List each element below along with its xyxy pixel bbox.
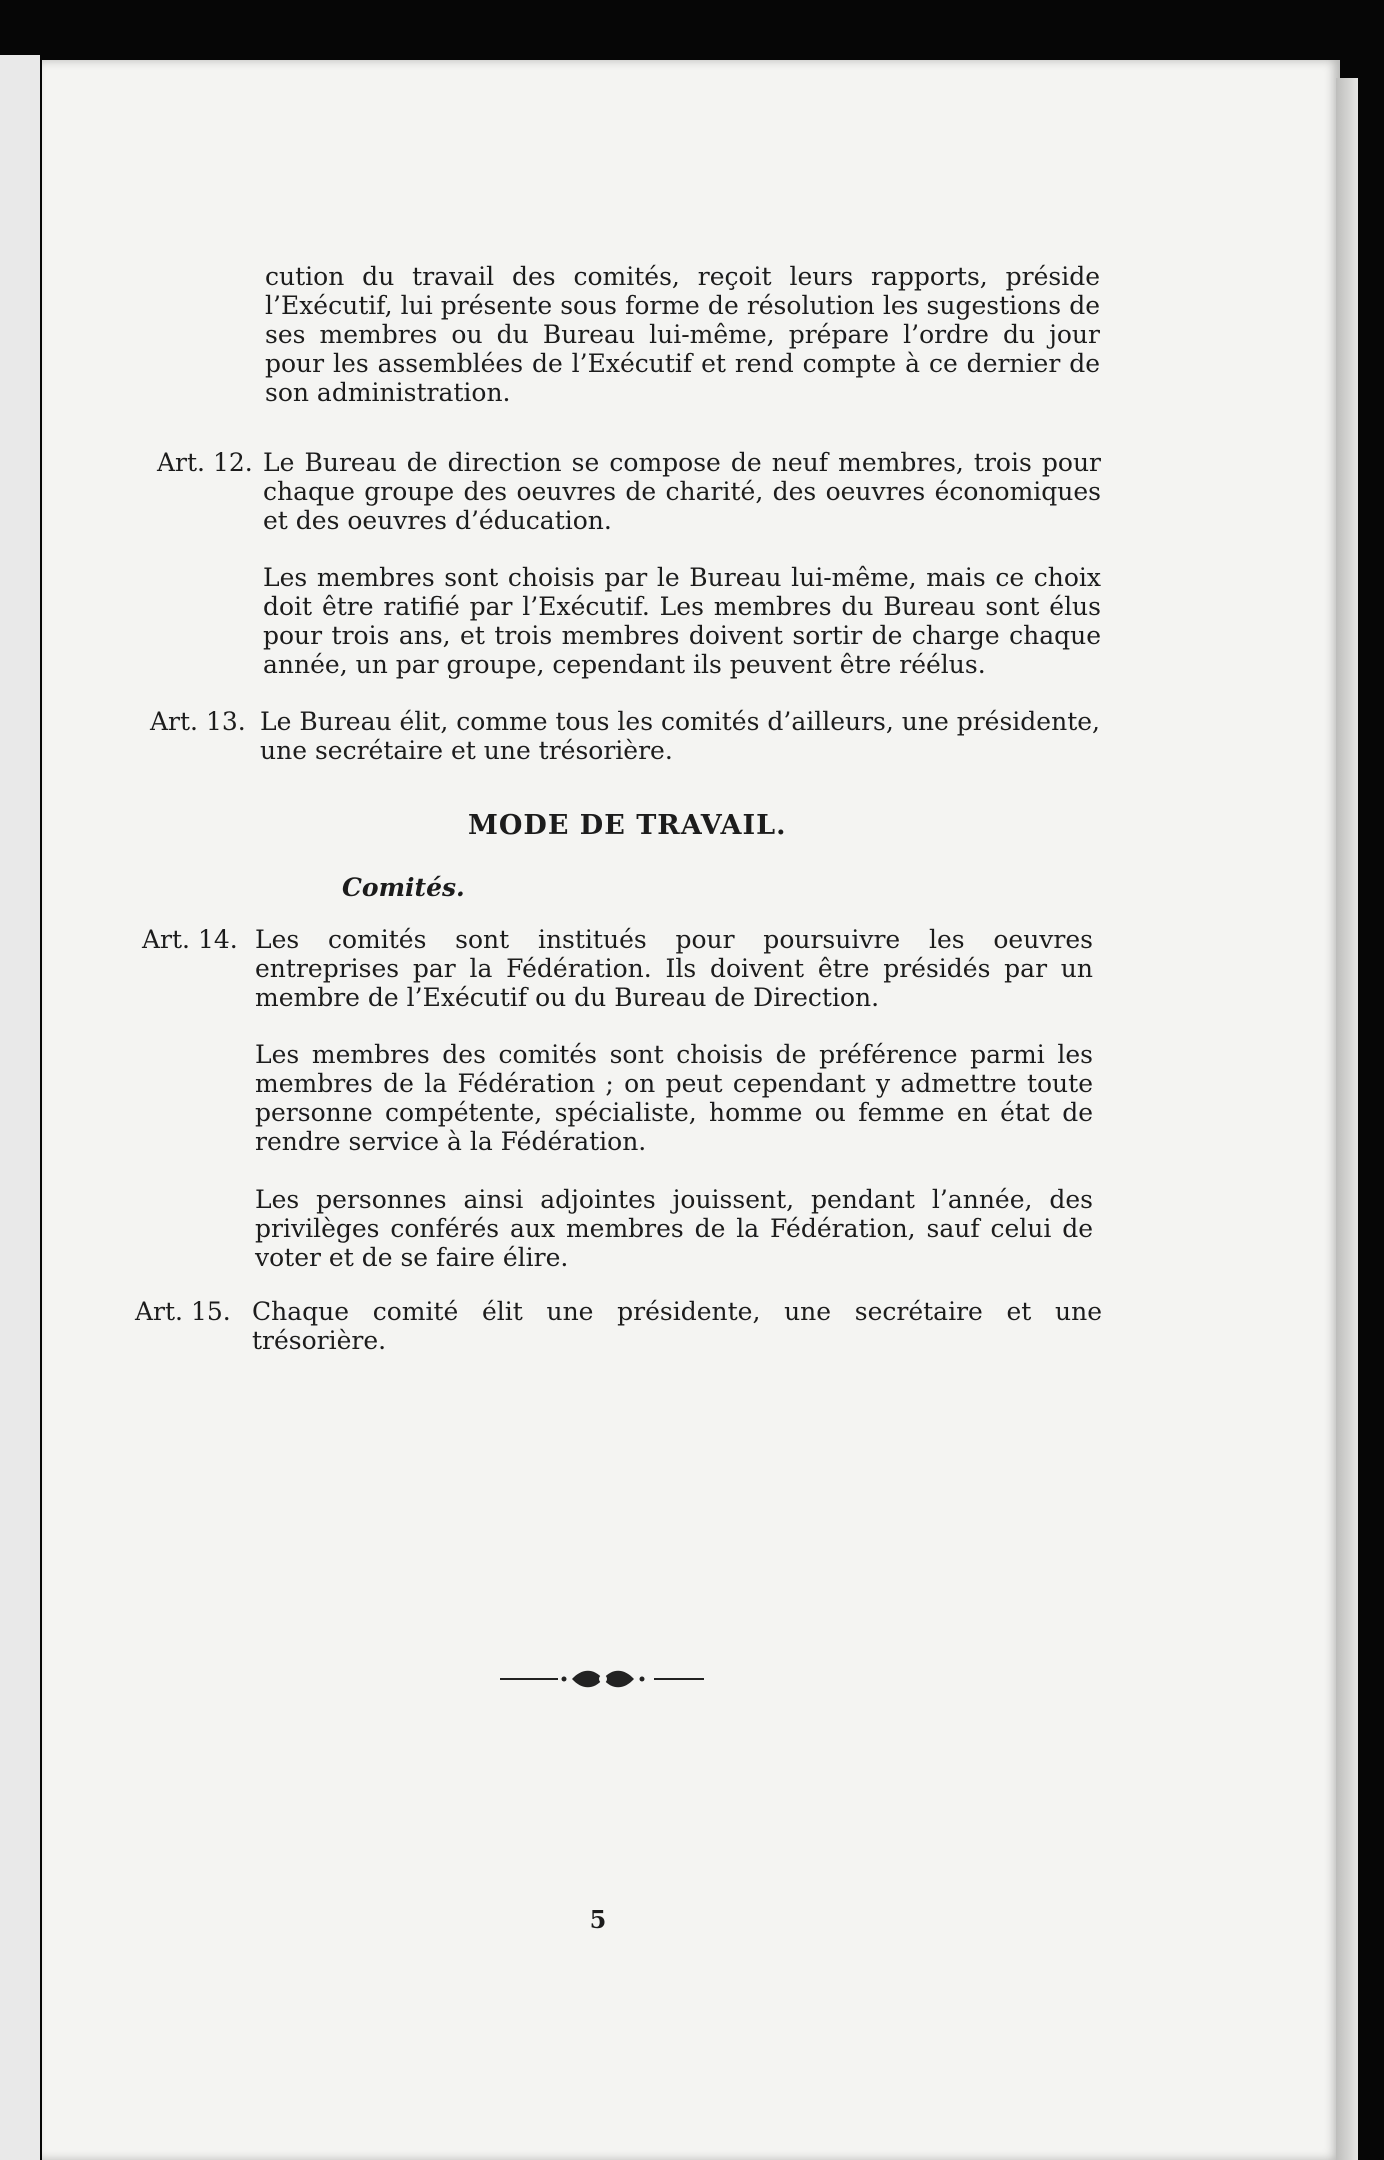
paragraph-article-14-adjoints: Les personnes ainsi adjointes jouissent, pendant l’année, des privilèges conférés aux membres de la Fédération, sauf celui de voter et de se faire élire.	[255, 1185, 1093, 1272]
adjacent-page-edge	[0, 55, 40, 2160]
page-edge-shadow	[1336, 78, 1358, 2160]
article-number-13: Art. 13.	[150, 707, 246, 736]
paragraph-article-12-continued: Les membres sont choisis par le Bureau lui-même, mais ce choix doit être ratifié par l’Exécutif. Les membres du Bureau sont élus pour trois ans, et trois membres doivent sortir de charge chaque année, un par groupe, cependant ils peuvent être réélus.	[263, 563, 1101, 679]
article-number-12: Art. 12.	[157, 448, 253, 477]
paragraph-article-13: Le Bureau élit, comme tous les comités d’ailleurs, une présidente, une secrétaire et une trésorière.	[260, 707, 1100, 765]
paragraph-article-15: Chaque comité élit une présidente, une secrétaire et une trésorière.	[252, 1297, 1102, 1355]
ornament-divider-icon	[498, 1664, 708, 1694]
article-number-15: Art. 15.	[135, 1297, 231, 1326]
page-number: 5	[589, 1905, 607, 1934]
paragraph-article-12: Le Bureau de direction se compose de neuf membres, trois pour chaque groupe des oeuvres de charité, des oeuvres économiques et des oeuvres d’éducation.	[263, 448, 1101, 535]
paragraph-intro: cution du travail des comités, reçoit leurs rapports, préside l’Exécutif, lui présente sous forme de résolution les sugestions de ses membres ou du Bureau lui-même, prépare l’ordre du jour pour les assemblées de l’Exécutif et rend compte à ce dernier de son administration.	[265, 262, 1100, 407]
section-heading: MODE DE TRAVAIL.	[468, 810, 787, 841]
paragraph-article-14: Les comités sont institués pour poursuivre les oeuvres entreprises par la Fédération. Ils doivent être présidés par un membre de l’Exécutif ou du Bureau de Direction.	[255, 925, 1093, 1012]
subsection-heading: Comités.	[342, 873, 465, 902]
article-number-14: Art. 14.	[142, 925, 238, 954]
paragraph-article-14-continued: Les membres des comités sont choisis de préférence parmi les membres de la Fédération ; on peut cependant y admettre toute personne compétente, spécialiste, homme ou femme en état de rendre service à la Fédération.	[255, 1040, 1093, 1156]
